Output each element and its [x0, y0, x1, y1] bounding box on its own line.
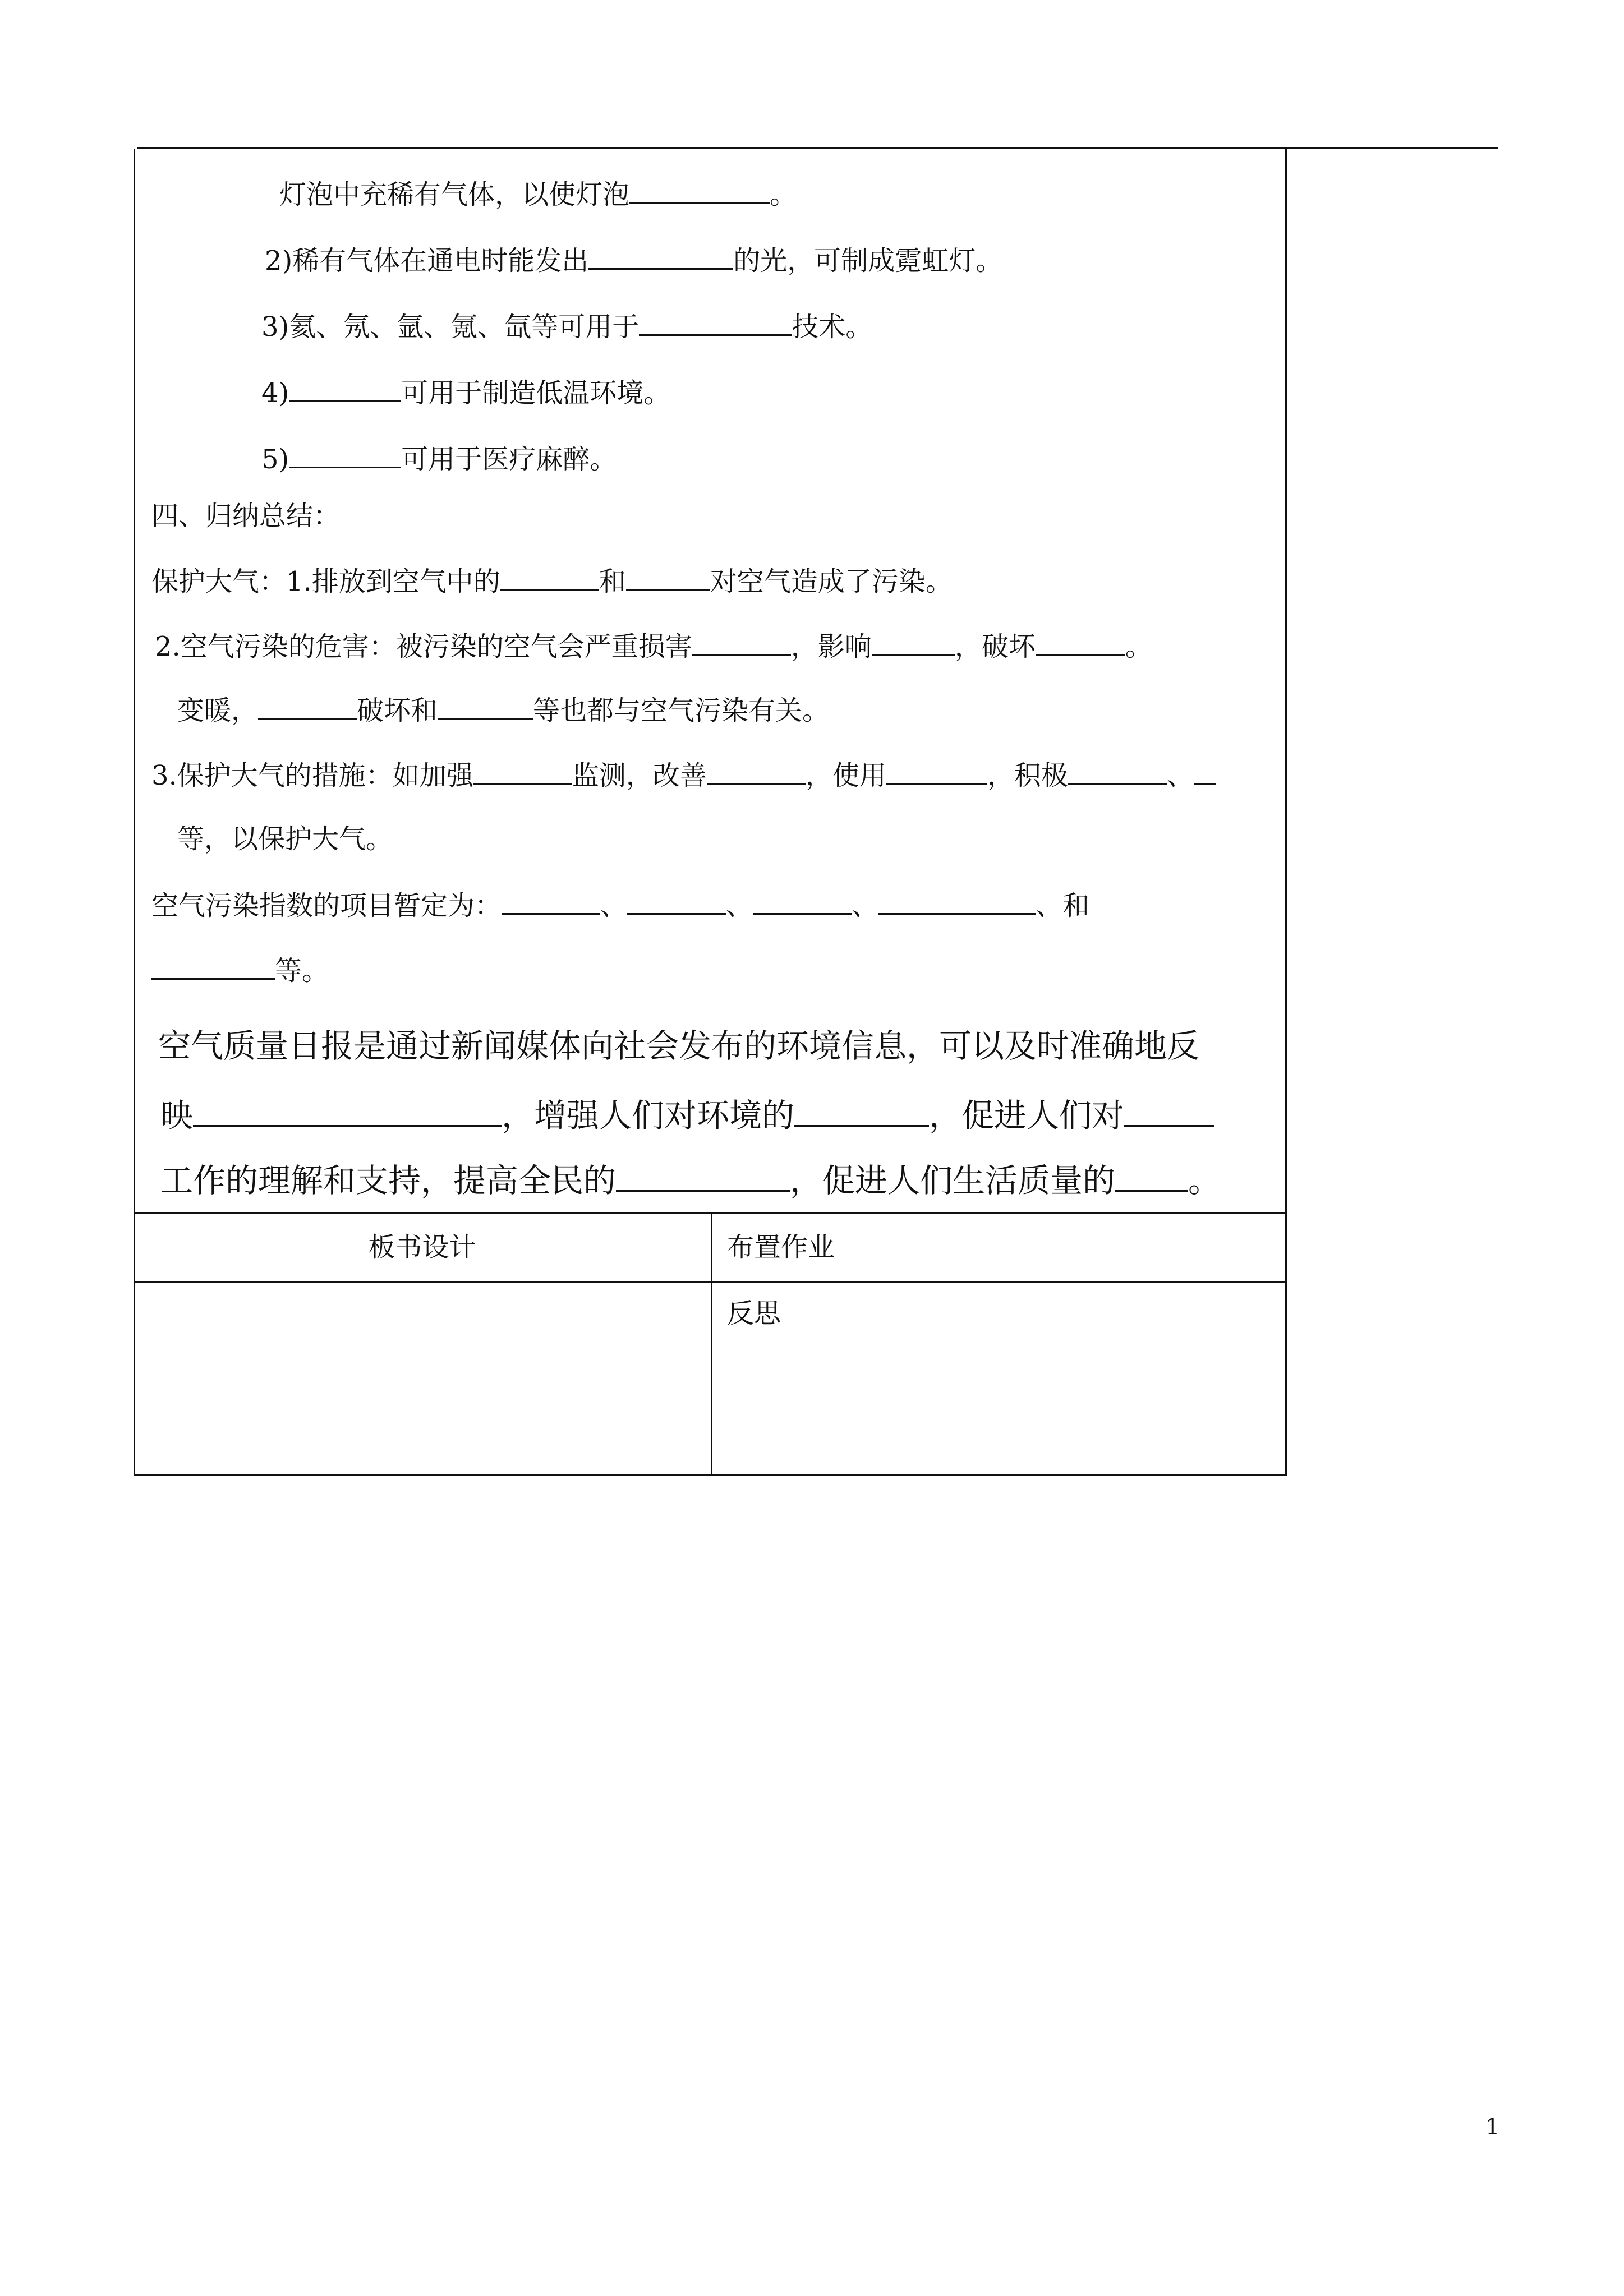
line-neon: 2)稀有气体在通电时能发出 的光，可制成霓虹灯。 — [265, 242, 1002, 278]
reflection-label: 反思 — [727, 1298, 781, 1329]
blank[interactable] — [500, 563, 599, 591]
bulb-text: 灯泡中充稀有气体，以使灯泡 — [279, 179, 630, 210]
blank[interactable] — [1124, 1094, 1214, 1127]
blank[interactable] — [886, 757, 987, 785]
line-anesthesia: 5) 可用于医疗麻醉。 — [261, 441, 617, 476]
line-noble-gas-tech: 3)氦、氖、氩、氪、氙等可用于 技术。 — [261, 308, 872, 344]
blank[interactable] — [289, 375, 401, 402]
summary-heading: 四、归纳总结： — [151, 500, 341, 532]
blank[interactable] — [878, 887, 1036, 915]
summary-line-4b: 等。 — [151, 952, 329, 988]
line-bulb: 灯泡中充稀有气体，以使灯泡 。 — [279, 176, 797, 211]
summary-line-3: 3.保护大气的措施：如加强 监测，改善 ，使用 ，积极 、 — [151, 757, 1216, 792]
report-line-3: 工作的理解和支持，提高全民的 ，促进人们生活质量的 。 — [160, 1159, 1221, 1200]
lesson-plan-frame — [134, 149, 1287, 1476]
blank[interactable] — [258, 692, 357, 720]
summary-line-4: 空气污染指数的项目暂定为： 、 、 、 、和 — [151, 887, 1089, 923]
blank[interactable] — [289, 441, 401, 468]
col-header-homework: 布置作业 — [727, 1232, 835, 1263]
line-low-temp: 4) 可用于制造低温环境。 — [261, 375, 670, 410]
blank[interactable] — [438, 692, 533, 720]
summary-line-3b: 等，以保护大气。 — [177, 823, 393, 855]
table-top-border — [134, 1212, 1287, 1214]
page-number: 1 — [1485, 2114, 1500, 2140]
blank[interactable] — [1068, 757, 1167, 785]
blank[interactable] — [588, 242, 733, 270]
blank[interactable] — [627, 887, 726, 915]
blank[interactable] — [502, 887, 600, 915]
blank[interactable] — [794, 1094, 929, 1127]
blank[interactable] — [473, 757, 572, 785]
blank[interactable] — [1036, 628, 1125, 656]
summary-line-2: 2.空气污染的危害：被污染的空气会严重损害 ，影响 ，破坏 。 — [155, 628, 1152, 663]
report-line-2: 映 ，增强人们对环境的 ，促进人们对 — [160, 1094, 1214, 1135]
blank[interactable] — [872, 628, 955, 656]
blank[interactable] — [692, 628, 791, 656]
table-column-divider — [711, 1212, 712, 1476]
blank[interactable] — [1115, 1159, 1188, 1192]
blank[interactable] — [193, 1094, 502, 1127]
blank[interactable] — [626, 563, 710, 591]
blank[interactable] — [629, 176, 770, 204]
table-header-border — [134, 1281, 1287, 1283]
blank[interactable] — [639, 308, 792, 336]
blank[interactable] — [616, 1159, 790, 1192]
summary-line-2b: 变暖， 破坏和 等也都与空气污染有关。 — [177, 692, 829, 727]
report-line-1: 空气质量日报是通过新闻媒体向社会发布的环境信息，可以及时准确地反 — [158, 1027, 1200, 1065]
blank[interactable] — [707, 757, 806, 785]
col-header-blackboard: 板书设计 — [368, 1232, 476, 1263]
blank[interactable] — [753, 887, 852, 915]
summary-line-1: 保护大气：1.排放到空气中的 和 对空气造成了污染。 — [151, 563, 953, 598]
blank[interactable] — [1194, 757, 1216, 785]
blank[interactable] — [151, 952, 275, 980]
